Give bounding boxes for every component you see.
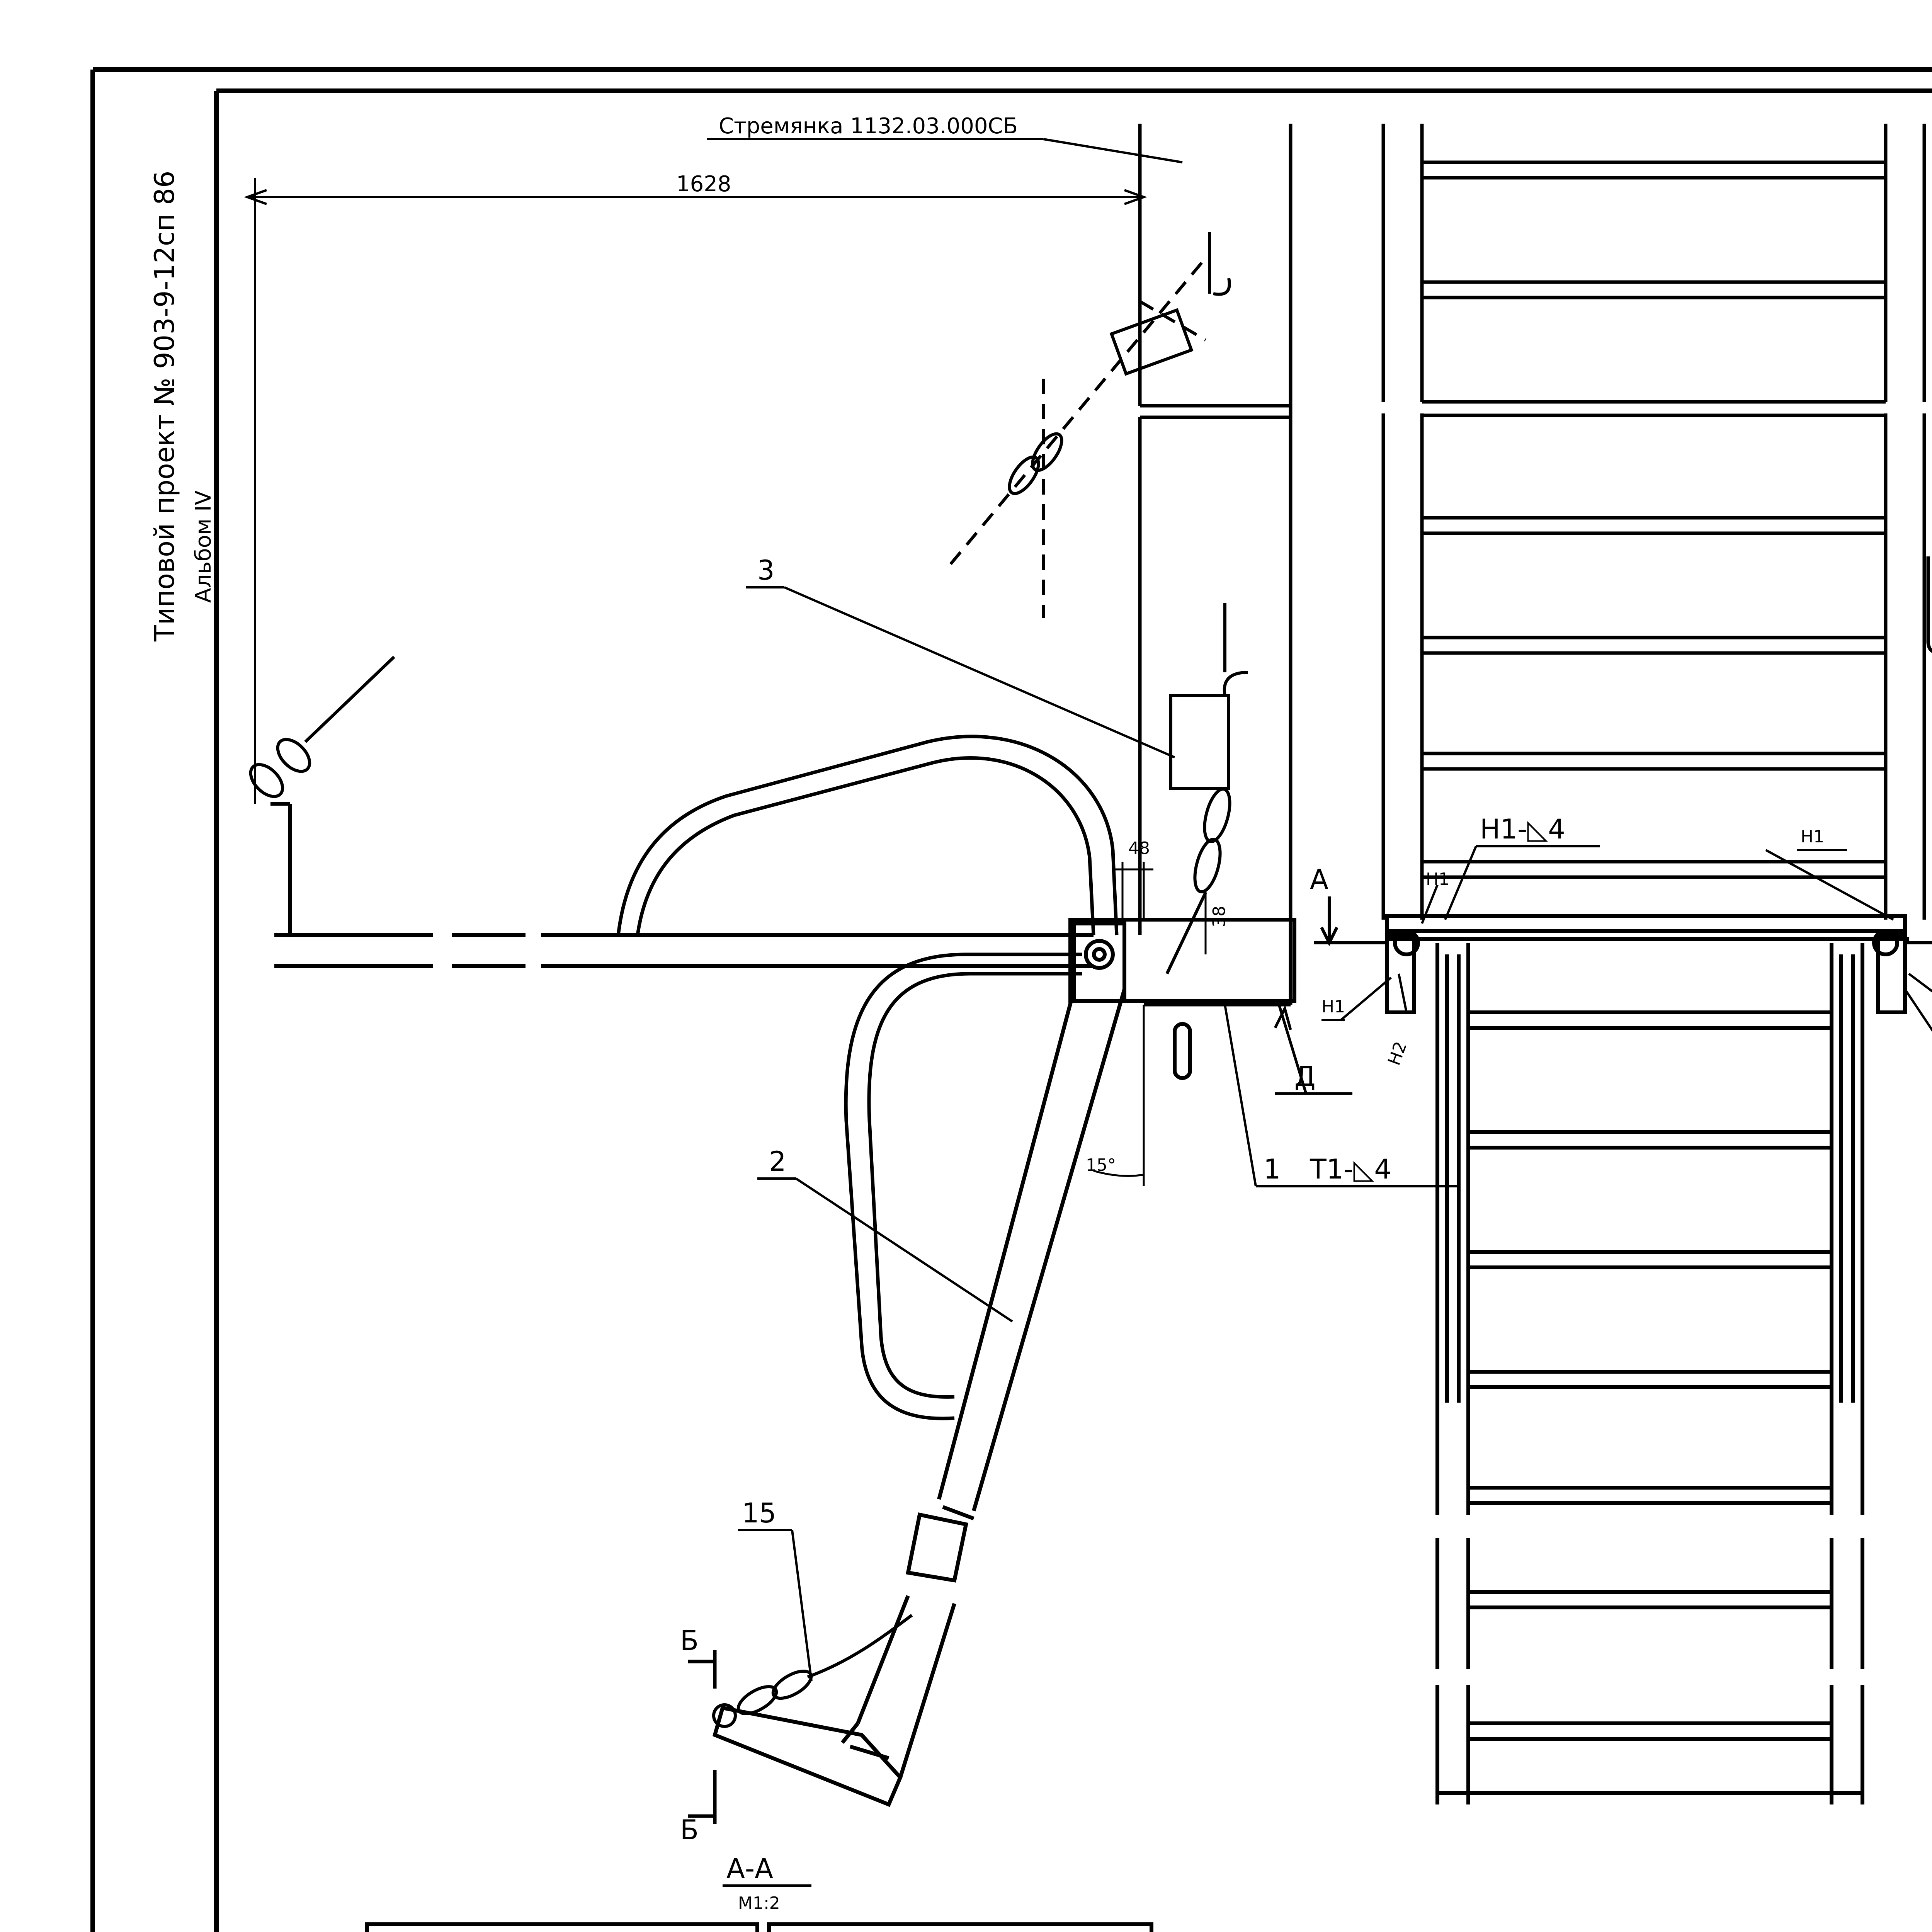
dim-38: 38 [1209,906,1229,927]
section-A-left: А [1310,864,1328,895]
stremyanka-side [1383,124,1932,920]
section-AA-title: А-А [726,1853,774,1884]
n2-left: Н2 [1384,1039,1411,1068]
main-view [245,114,1461,1846]
side-view [1310,124,1932,1804]
n1-top-right: Н1 [1801,827,1825,847]
platform-floor [270,804,1094,966]
n1-left: Н1 [1321,997,1345,1017]
stowed-ladder-dashed [951,263,1206,618]
angle-15-label: 15° [1086,1155,1116,1175]
sheet-frame [93,70,1932,1932]
section-B-bottom: Б [680,1814,699,1846]
dim-48: 48 [1128,838,1150,858]
project-title-block [149,171,216,642]
pos-2: 2 [769,1146,786,1177]
stremyanka-label: Стремянка 1132.03.000СБ [719,114,1018,139]
bottom-chain [714,1615,912,1726]
pos-15: 15 [742,1497,777,1529]
weld-T1: Т1-◺4 [1310,1153,1391,1185]
pos-2-leader [757,1179,1012,1321]
pos-3-leader [746,587,1175,757]
section-AA [247,1853,1194,1932]
n1-top-left: Н1 [1426,869,1450,889]
stremyanka-leader [707,139,1182,162]
handrail-stowed [618,736,1117,935]
left-chain-anchor [245,657,394,803]
dim-1628-label: 1628 [676,172,731,197]
section-AA-scale: М1:2 [738,1893,780,1913]
pos-1: 1 [1264,1153,1281,1185]
section-B-top: Б [680,1625,699,1656]
dim-48-38 [1113,862,1206,954]
surface-D-label: Д [1294,1061,1316,1092]
section-AA-structure [325,1924,1194,1932]
section-B-marks [688,1650,715,1824]
album-label: Альбом IV [191,490,216,603]
weld-H1: Н1-◺4 [1480,813,1565,845]
ladder-side [1437,943,1862,1804]
pos-3: 3 [757,554,775,586]
project-title: Типовой проект № 903-9-12сп 86 [149,170,180,641]
ladder-deployed [715,989,1124,1804]
handrail-deployed [846,954,1082,1418]
pos-15-leader [738,1530,811,1681]
